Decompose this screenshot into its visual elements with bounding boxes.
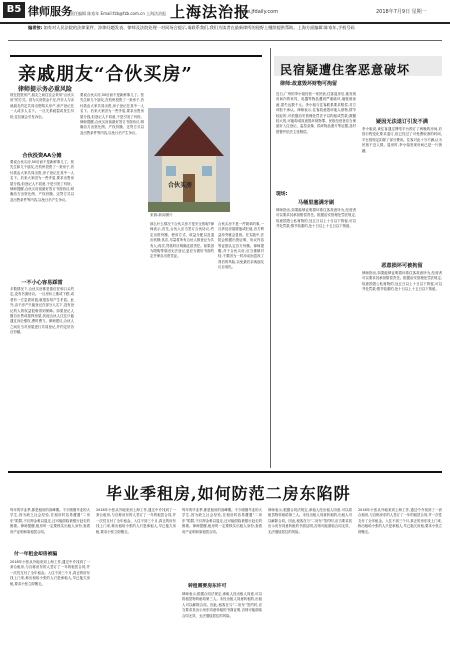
article1-lead: 现在投资房产,朋友之间往往会采用“合伙买房”的方式。因为买房资金不足,许多人与亲戚朋友约定共同出资购买房产,房产登记在一人或多人名下。一旦关系破裂或发生纠纷,往往就会引发诉讼。 xyxy=(10,93,74,119)
article1-column-4: 合伙买房不是一件简单的事,一旦涉及房屋增值或贬值,各方利益冲突就会显现。在实践中,法院会根据出资证明、协议内容等证据认定各方份额。律师提醒,对于合伙买房,应当谨慎对待,不要因为一时冲动而忽视了背后的风险,以免最后亲戚朋友反目成仇。 xyxy=(218,222,264,270)
article3-column-2: 2018年小张从外地来到上海工作,通过中介找到了一套合租房,与自称房东的人签订了一年的租赁合同,并一次性支付了全年租金。入住不到三个月,真正的房东找上门来,称出租给小张的人只是承租人,早已拖欠房租,要求小张立即搬走。 xyxy=(96,508,176,534)
article1-heading-a: 合伙投资AA分摊 xyxy=(22,153,62,159)
article2-scene-heading: 现场: xyxy=(276,192,288,197)
editor-note xyxy=(28,25,438,31)
article3-body-b: 律师表示,根据合同法规定,承租人经出租人同意,可以将租赁物转租给第三人。未经出租人同意转租的,出租人可以解除合同。因此,租客在与“二房东”签约时,应当要求其出示房东同意转租的书面证明,否则可能面临合同无效、无法继续居住的风险。 xyxy=(182,592,262,618)
article2-body: 近日,广州的李小姐经营一家民宿,住客退房后,她发现房间内的家具、电器等物品遭到严重破坏,墙壁被涂画,损失达数千元。李小姐与住客联系要求赔偿,对方却拒不承认。律师表示,住客故意毁坏他人财物,情节较轻的,可依据治安管理处罚法予以拘留或罚款;数额较大的,可能构成故意毁坏财物罪。民宿经营者应当保留好入住登记、监控录像、损坏物品照片等证据,及时报警并依法主张赔偿。 xyxy=(276,92,356,134)
article1-subtitle: 律师提示务必重风险 xyxy=(18,86,73,93)
section-title: 律师服务 xyxy=(28,5,72,18)
article3-body-a: 2018年小张从外地来到上海工作,通过中介找到了一套合租房,与自称房东的人签订了一年的租赁合同,并一次性支付了全年租金。入住不到三个月,真正的房东找上门来,称出租给小张的人只是承租人,早已拖欠房租,要求小张立即搬走。 xyxy=(10,560,90,586)
article3-lead: 每年的毕业季,都是租房的高峰期。不少刚刚毕业的大学生,因为缺乏社会经验,在租房时容易遭遇“二房东”陷阱,不仅押金难以退还,还可能面临被强行赶走的困境。律师提醒,租房时一定要核实出租人身份,查看房产证明和原租赁合同。 xyxy=(10,508,90,534)
editor-note-text: 如有对人民法院的法律案件、涉律问题发表、律师及法院处理一对同场合提示,请联系我们,我们为读者在最新律所的视野上继续提供帮助。上海方面编辑:陈家年,手机号码 xyxy=(43,25,355,30)
article3-heading-a: 付一年租金却房被骗 xyxy=(14,552,58,557)
issue-date: 2018年7月9日 星期一 xyxy=(376,9,427,15)
article2-body-2: 律师指出,如果能够证明损坏系住客故意所为,经营者可以要求其承担赔偿责任。根据治安管理处罚法规定,故意损毁公私财物的,处五日以上十日以下拘留,可以并处罚款;情节较重的,处十日以上十五日以下拘留。 xyxy=(276,208,356,229)
article3-column-3: 每年的毕业季,都是租房的高峰期。不少刚刚毕业的大学生,因为缺乏社会经验,在租房时容易遭遇“二房东”陷阱,不仅押金难以退还,还可能面临被强行赶走的困境。律师提醒,租房时一定要核实出租人身份,查看房产证明和原租赁合同。 xyxy=(182,508,262,534)
house-photo xyxy=(148,108,230,212)
photo-caption: 来源:新闻图片 xyxy=(150,213,173,217)
page-number-logo: B5 xyxy=(3,2,25,18)
article2-subtitle: 律师:故意毁坏财物可拘留 xyxy=(280,81,338,87)
website: www.jfdaily.com xyxy=(238,9,279,15)
article2-heading-toothbrush: 马桶里塞满牙刷 xyxy=(297,200,335,206)
article1-column-2: 要说合伙买房,50后而不是新鲜事儿了。张先生和几个朋友,在杭州投资了一套房子,首付款由大家共同出资,房子登记在其中一人名下。后来大家因为一些矛盾,要求出售房屋分钱,但登记人不同意,于是引发了纠纷。律师提醒,合伙买房前最好签订书面协议,明确各方出资比例、产权份额、还贷方式以及出售条件等内容,以免日后产生争议。 xyxy=(80,93,144,135)
article3-heading-b: 转租需要房东许可 xyxy=(188,584,227,589)
article1-heading-b: 一不小心容易踩雷 xyxy=(21,280,63,286)
article1-body-a: 要说合伙买房,50后而不是新鲜事儿了。张先生和几个朋友,在杭州投资了一套房子,首付款由大家共同出资,房子登记在其中一人名下。后来大家因为一些矛盾,要求出售房屋分钱,但登记人不同意,于是引发了纠纷。律师提醒,合伙买房前最好签订书面协议,明确各方出资比例、产权份额、还贷方式以及出售条件等内容,以免日后产生争议。 xyxy=(10,160,74,202)
article2-q2-body: 律师指出,如果能够证明损坏系住客故意所为,经营者可以要求其承担赔偿责任。根据治安管理处罚法规定,故意损毁公私财物的,处五日以上十日以下拘留,可以并处罚款;情节较重的,处十日以上十五日以下拘留。 xyxy=(362,271,442,292)
article3-column-5: 2018年小张从外地来到上海工作,通过中介找到了一套合租房,与自称房东的人签订了一年的租赁合同,并一次性支付了全年租金。入住不到三个月,真正的房东找上门来,称出租给小张的人只是承租人,早已拖欠房租,要求小张立即搬走。 xyxy=(358,508,442,534)
article1-title: 亲戚朋友“合伙买房” xyxy=(18,64,193,85)
article2-title: 民宿疑遭住客恶意破坏 xyxy=(280,63,411,77)
editor-meta: 责任编辑 陈家年 Email:fzb@fzb.com.cn 上海法治报 xyxy=(70,11,167,16)
article2-heading-2: 恶意损坏可被拘留 xyxy=(381,263,423,269)
editor-note-label: 编者按: xyxy=(28,25,43,30)
article1-body-b: 多数情况下,合伙买房都是靠信任和口头约定,没有书面协议。一旦房价上涨或下跌,或者有一方急需用钱,就很容易产生矛盾。此外,由于房产只能登记在部分人名下,没有登记的人的权益很难得到保障。如果登记人擅自出售或抵押房屋,其他合伙人往往只能通过诉讼维权,费时费力。律师建议,合伙人之间应当对房屋进行共同登记,并约定好各自份额。 xyxy=(10,287,74,335)
article3-column-4: 律师表示,根据合同法规定,承租人经出租人同意,可以将租赁物转租给第三人。未经出租人同意转租的,出租人可以解除合同。因此,租客在与“二房东”签约时,应当要求其出示房东同意转租的书面证明,否则可能面临合同无效、无法继续居住的风险。 xyxy=(268,508,352,534)
newspaper-masthead: 上海法治报 xyxy=(170,3,251,21)
bottom-divider xyxy=(8,471,442,473)
divider xyxy=(8,40,442,41)
article2-heading-1: 疑因无法退订引发不满 xyxy=(376,119,428,125)
column-divider xyxy=(270,48,271,468)
house-illustration xyxy=(148,108,230,212)
article3-title: 毕业季租房,如何防范二房东陷阱 xyxy=(106,484,351,503)
article2-q1-body: 李小姐说,该住客通过网络平台预订了两晚的房间,后因行程变化要求退订,但已经过了可免费取消的时间,平台按规定扣除了部分费用。住客对此十分不满,认为民宿不近人情。退房时,李小姐发现房间已是一片狼藉。 xyxy=(362,127,442,153)
photo-label: 合伙买房 xyxy=(168,182,193,189)
article1-column-3: 那么什么情况下合伙买房才是安全的呢?律师表示,首先,合伙人应当签订合伙协议,约定出资份额、使用方式、收益分配以及退出机制;其次,尽量将所有合伙人都登记为共有人;再次,贷款时应明确还款责任。如果因为限购等原因无法登记,更应当做好书面约定并保存出资凭证。 xyxy=(150,222,214,259)
